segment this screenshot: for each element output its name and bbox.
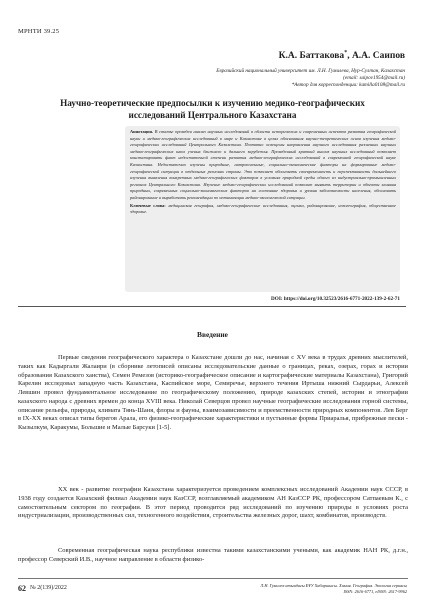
corresponding-author-email: *Автор для корреспонденции: kamilla0108@mail.ru [291, 82, 405, 88]
journal-info [260, 583, 407, 595]
title-line-2: исследований Центрального Казахстана [128, 110, 297, 120]
journal-title: Л.Н. Гумилев атындағы ЕҰУ Хабаршысы. Химия. География. Экология сериясы [260, 583, 407, 588]
body-paragraph-1: Первые сведения географического характера о Казахстане дошли до нас, начиная с XV века в трудах древних мыслителей, таких как Кадыргали Жалаири (в сборнике летописей описаны исследовательские данные о границах, реках, озерах, горах и истории образования Казахского ханства), Семен Ремезов (историко-географическое описание и картографические материалы Казахстана), Григорий Карелин исследовал западную часть Казахстана, Каспийское море, Семиречье, верхнего течения Иртыша нижний Сырдарьи, Алексей Левшин провел фундаментальное исследование по географическому положению, природе казахских степей, истории и этнографии казахского народа с древних времен до конца XVIII века. Николай Северцов провел научные географические исследования горной системы, описание рельефа, природы, климата Тянь-Шаня, флоры и фауны, взаимозависимости и преемственности природных компонентов. Лев Берг в IX-XX веках описал типы берегов Арала, его физико-географические характеристики и пустынные формы Приаралья, прибрежные пески - Кызылкум, Каракумы, Большие и Малые Барсуки [1-5]. [18, 354, 408, 431]
issue-number: № 2(139)/2022 [30, 585, 67, 591]
body-paragraph-3: Современная географическая наука республики известна такими казахстанскими учеными, как академик НАН РК, д.г.н., профессор Северский И.В., научное направление в области физико- [18, 547, 408, 563]
corresponding-mark: * [344, 50, 348, 56]
mrnti-code: МРНТИ 39.25 [18, 28, 60, 35]
abstract-label: Аннотация. [130, 129, 154, 134]
abstract [130, 129, 396, 216]
keywords-label: Ключевые слова: [130, 202, 166, 208]
author-primary: К.А. Баттакова [278, 51, 345, 62]
doi-link[interactable]: DOI: https://doi.org/10.32523/2616-6771-2022-139-2-62-71 [271, 296, 400, 302]
body-paragraph-2: XX век - развитие географии Казахстана характеризуется проведением комплексных исследований Академии наук СССР, в 1938 году создается Казахский филиал Академии наук КазССР, возглавляемый академиком АН КазССР РК, профессором Сатпаевым К., с самостоятельным сектором по географии. В этот период проводится ряд исследований по изучению природы в условиях роста индустриализации, производственных сил, техногенного воздействия, строительства железных дорог, шахт, комбинатов, производств. [18, 486, 408, 520]
title-line-1: Научно-теоретические предпосылки к изучению медико-географических [60, 98, 365, 108]
footer-divider [18, 578, 408, 579]
section-divider [18, 306, 406, 307]
affiliation-institution: Евразийский национальный университет им. Л.Н. Гумилева, Нур-Султан, Казахстан [216, 68, 405, 74]
journal-issn: ISSN: 2616-6771, eISSN: 2617-9962 [343, 589, 407, 594]
abstract-body: В статье проведен анализ научных исследований в области исторических и современных аспектов развития географической науки и медико-географических исследований в мире и Казахстане в целях обоснования научно-теоретических основ изучения медико-географических исследований Центрального Казахстана. Поэтапно освещены направления научного исследования различных научных медико-географических школ ученых ближнего и дальнего зарубежья. Проведенный краткий анализ научных исследований позволяет констатировать факт недостаточной степени развития медико-географических исследований в современной географической науке Казахстана. Недостаточно изучены природные, антропогенные, социально-экономические факторы на формирование медико-географической ситуации в отдельных регионах страны. Это позволяет обосновать своевременность и перспективность дальнейшего изучения выявления конкретных медико-географических факторов в условиях природной среды одного из индустриально-промышленных регионов Центрального Казахстана. Изучение медико-географических исследований позволит выявить территории и объекты влияния природных, современных социально-экономических факторов на состояние здоровья и уровня заболеваемости населения, обосновать районирование и выработать рекомендации по оптимизации медико-экологической ситуации. [130, 129, 396, 200]
page-number: 62 [18, 584, 26, 593]
keywords-list: медицинская география, медико-географические исследования, оценка, районирование, нозогеография, общественное здоровье. [130, 202, 396, 215]
affiliation-email: (email: saipov1954@mail.ru) [343, 75, 405, 81]
author-secondary: , А.А. Саипов [347, 51, 405, 62]
article-title [40, 97, 385, 121]
affiliation [75, 68, 405, 89]
authors [279, 50, 405, 61]
keywords [130, 203, 396, 216]
intro-heading: Введение [197, 330, 228, 339]
